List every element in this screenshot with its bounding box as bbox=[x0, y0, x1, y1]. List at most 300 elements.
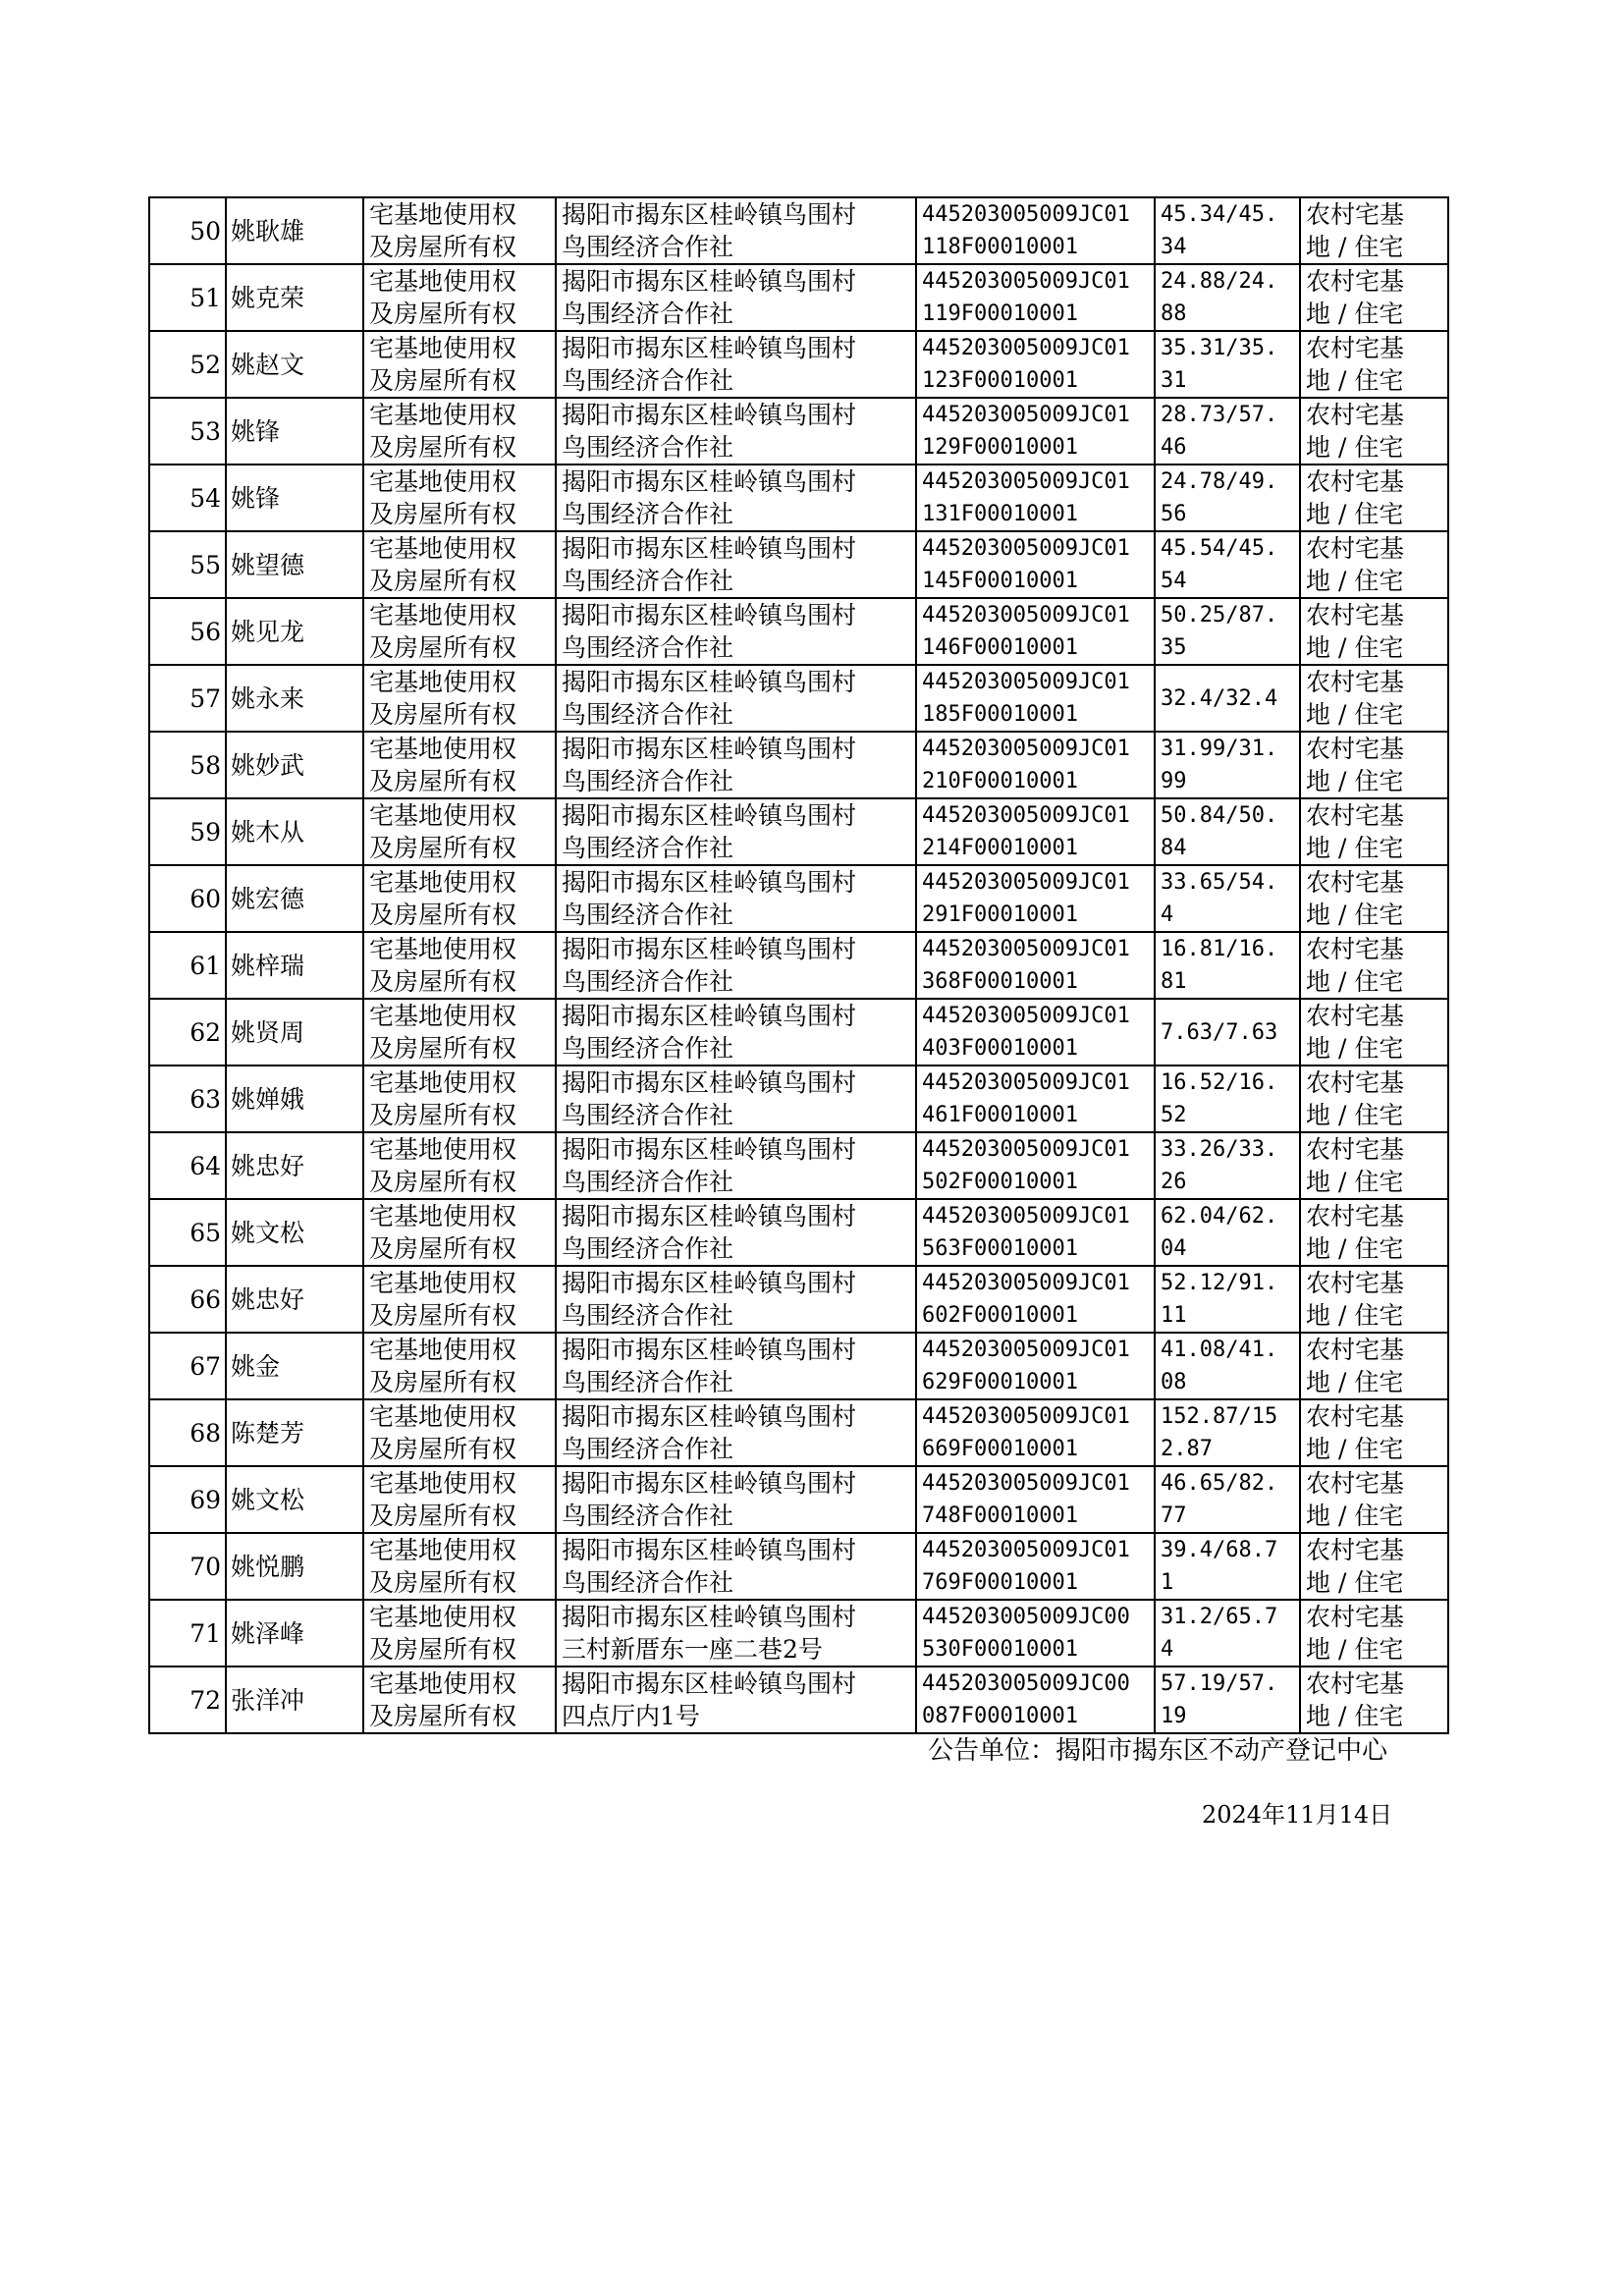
unit-number-cell bbox=[916, 1266, 1155, 1333]
area-line: 35.31/35. bbox=[1161, 336, 1278, 360]
row-number-cell: 70 bbox=[149, 1533, 226, 1600]
land-use-cell bbox=[1300, 264, 1448, 331]
area-line: 57.19/57. bbox=[1161, 1671, 1278, 1696]
right-type-line: 及房屋所有权 bbox=[369, 567, 517, 595]
land-use-line: 地 / 住宅 bbox=[1306, 1301, 1404, 1330]
area-cell bbox=[1155, 264, 1300, 331]
land-use-cell bbox=[1300, 932, 1448, 999]
right-type-line: 及房屋所有权 bbox=[369, 633, 517, 662]
unit-number-cell bbox=[916, 1466, 1155, 1533]
area-line: 31.2/65.7 bbox=[1161, 1605, 1278, 1629]
unit-number-line: 445203005009JC01 bbox=[922, 737, 1130, 761]
row-number-cell: 68 bbox=[149, 1399, 226, 1466]
area-cell bbox=[1155, 732, 1300, 798]
land-use-line: 农村宅基 bbox=[1306, 1536, 1405, 1564]
land-use-line: 地 / 住宅 bbox=[1306, 967, 1404, 996]
area-cell bbox=[1155, 398, 1300, 464]
unit-number-line: 291F00010001 bbox=[922, 902, 1078, 927]
right-type-line: 及房屋所有权 bbox=[369, 1168, 517, 1196]
land-use-line: 农村宅基 bbox=[1306, 467, 1405, 496]
row-number-cell: 51 bbox=[149, 264, 226, 331]
area-line: 77 bbox=[1161, 1503, 1187, 1528]
location-line: 揭阳市揭东区桂岭镇鸟围村 bbox=[562, 801, 857, 830]
location-cell bbox=[556, 999, 916, 1066]
right-type-cell bbox=[363, 464, 556, 531]
unit-number-cell bbox=[916, 1667, 1155, 1733]
right-type-cell bbox=[363, 732, 556, 798]
location-line: 揭阳市揭东区桂岭镇鸟围村 bbox=[562, 200, 857, 229]
area-line: 39.4/68.7 bbox=[1161, 1538, 1278, 1562]
location-line: 鸟围经济合作社 bbox=[562, 1568, 734, 1597]
right-type-cell bbox=[363, 1667, 556, 1733]
unit-number-line: 129F00010001 bbox=[922, 435, 1078, 460]
location-line: 鸟围经济合作社 bbox=[562, 834, 734, 862]
records-table bbox=[148, 196, 1449, 1734]
unit-number-line: 445203005009JC01 bbox=[922, 1070, 1130, 1095]
location-line: 鸟围经济合作社 bbox=[562, 366, 734, 395]
table-row bbox=[149, 732, 1448, 798]
area-line: 4 bbox=[1161, 1637, 1174, 1662]
location-line: 揭阳市揭东区桂岭镇鸟围村 bbox=[562, 1202, 857, 1230]
right-type-cell bbox=[363, 999, 556, 1066]
location-line: 揭阳市揭东区桂岭镇鸟围村 bbox=[562, 1002, 857, 1030]
right-type-line: 及房屋所有权 bbox=[369, 967, 517, 996]
right-type-cell bbox=[363, 1199, 556, 1266]
area-line: 11 bbox=[1161, 1303, 1187, 1328]
area-line: 08 bbox=[1161, 1370, 1187, 1394]
location-cell bbox=[556, 264, 916, 331]
table-row bbox=[149, 1199, 1448, 1266]
right-type-line: 及房屋所有权 bbox=[369, 1101, 517, 1129]
right-type-cell bbox=[363, 1333, 556, 1399]
unit-number-line: 145F00010001 bbox=[922, 569, 1078, 593]
land-use-line: 农村宅基 bbox=[1306, 1002, 1405, 1030]
area-cell bbox=[1155, 1266, 1300, 1333]
area-cell bbox=[1155, 197, 1300, 264]
unit-number-line: 119F00010001 bbox=[922, 301, 1078, 326]
land-use-cell bbox=[1300, 1533, 1448, 1600]
land-use-line: 农村宅基 bbox=[1306, 1603, 1405, 1631]
right-type-cell bbox=[363, 1399, 556, 1466]
unit-number-cell bbox=[916, 1399, 1155, 1466]
row-number-cell: 52 bbox=[149, 331, 226, 398]
holder-name-cell: 姚忠好 bbox=[226, 1266, 363, 1333]
right-type-line: 宅基地使用权 bbox=[369, 1469, 517, 1498]
holder-name-cell: 姚泽峰 bbox=[226, 1600, 363, 1667]
land-use-line: 农村宅基 bbox=[1306, 601, 1405, 629]
unit-number-cell bbox=[916, 932, 1155, 999]
right-type-line: 及房屋所有权 bbox=[369, 901, 517, 929]
area-cell bbox=[1155, 1199, 1300, 1266]
right-type-cell bbox=[363, 1466, 556, 1533]
table-row bbox=[149, 1132, 1448, 1199]
right-type-line: 及房屋所有权 bbox=[369, 1568, 517, 1597]
right-type-cell bbox=[363, 865, 556, 932]
right-type-line: 及房屋所有权 bbox=[369, 1234, 517, 1263]
land-use-line: 农村宅基 bbox=[1306, 1469, 1405, 1498]
right-type-cell bbox=[363, 531, 556, 598]
right-type-line: 宅基地使用权 bbox=[369, 1402, 517, 1431]
location-line: 鸟围经济合作社 bbox=[562, 233, 734, 261]
holder-name-cell: 姚贤周 bbox=[226, 999, 363, 1066]
location-cell bbox=[556, 331, 916, 398]
row-number-cell: 69 bbox=[149, 1466, 226, 1533]
location-cell bbox=[556, 1399, 916, 1466]
location-line: 三村新厝东一座二巷2号 bbox=[562, 1635, 823, 1664]
table-row bbox=[149, 1266, 1448, 1333]
unit-number-line: 563F00010001 bbox=[922, 1236, 1078, 1261]
unit-number-line: 118F00010001 bbox=[922, 235, 1078, 259]
location-line: 鸟围经济合作社 bbox=[562, 700, 734, 729]
table-row bbox=[149, 1066, 1448, 1132]
right-type-line: 及房屋所有权 bbox=[369, 300, 517, 328]
unit-number-line: 445203005009JC01 bbox=[922, 269, 1130, 294]
holder-name-cell: 姚见龙 bbox=[226, 598, 363, 665]
land-use-cell bbox=[1300, 398, 1448, 464]
holder-name-cell: 姚锋 bbox=[226, 464, 363, 531]
land-use-line: 农村宅基 bbox=[1306, 1269, 1405, 1297]
land-use-line: 农村宅基 bbox=[1306, 401, 1405, 429]
unit-number-line: 445203005009JC01 bbox=[922, 336, 1130, 360]
land-use-line: 地 / 住宅 bbox=[1306, 1368, 1404, 1396]
land-use-line: 地 / 住宅 bbox=[1306, 767, 1404, 795]
unit-number-line: 445203005009JC00 bbox=[922, 1605, 1130, 1629]
location-line: 鸟围经济合作社 bbox=[562, 633, 734, 662]
right-type-line: 及房屋所有权 bbox=[369, 1368, 517, 1396]
area-line: 2.87 bbox=[1161, 1437, 1213, 1461]
land-use-line: 农村宅基 bbox=[1306, 267, 1405, 296]
holder-name-cell: 姚赵文 bbox=[226, 331, 363, 398]
notice-unit: 公告单位：揭阳市揭东区不动产登记中心 bbox=[928, 1736, 1388, 1766]
table-row bbox=[149, 798, 1448, 865]
holder-name-cell: 姚悦鹏 bbox=[226, 1533, 363, 1600]
right-type-line: 及房屋所有权 bbox=[369, 366, 517, 395]
unit-number-cell bbox=[916, 331, 1155, 398]
location-line: 鸟围经济合作社 bbox=[562, 901, 734, 929]
area-cell bbox=[1155, 798, 1300, 865]
row-number-cell: 66 bbox=[149, 1266, 226, 1333]
location-line: 鸟围经济合作社 bbox=[562, 1502, 734, 1530]
location-line: 鸟围经济合作社 bbox=[562, 767, 734, 795]
land-use-line: 地 / 住宅 bbox=[1306, 300, 1404, 328]
location-cell bbox=[556, 1266, 916, 1333]
area-line: 7.63/7.63 bbox=[1161, 1019, 1278, 1045]
unit-number-line: 530F00010001 bbox=[922, 1637, 1078, 1662]
unit-number-line: 146F00010001 bbox=[922, 635, 1078, 660]
area-cell bbox=[1155, 932, 1300, 999]
right-type-line: 及房屋所有权 bbox=[369, 1435, 517, 1463]
unit-number-line: 445203005009JC01 bbox=[922, 603, 1130, 628]
area-cell bbox=[1155, 865, 1300, 932]
area-cell bbox=[1155, 598, 1300, 665]
location-cell bbox=[556, 531, 916, 598]
land-use-line: 地 / 住宅 bbox=[1306, 366, 1404, 395]
land-use-cell bbox=[1300, 598, 1448, 665]
area-line: 45.34/45. bbox=[1161, 202, 1278, 227]
unit-number-cell bbox=[916, 1600, 1155, 1667]
unit-number-line: 445203005009JC01 bbox=[922, 202, 1130, 227]
location-line: 揭阳市揭东区桂岭镇鸟围村 bbox=[562, 1669, 857, 1698]
right-type-cell bbox=[363, 1266, 556, 1333]
land-use-line: 地 / 住宅 bbox=[1306, 433, 1404, 462]
right-type-cell bbox=[363, 197, 556, 264]
land-use-line: 地 / 住宅 bbox=[1306, 901, 1404, 929]
location-line: 揭阳市揭东区桂岭镇鸟围村 bbox=[562, 868, 857, 897]
unit-number-cell bbox=[916, 1132, 1155, 1199]
unit-number-line: 461F00010001 bbox=[922, 1103, 1078, 1127]
land-use-line: 地 / 住宅 bbox=[1306, 700, 1404, 729]
table-row bbox=[149, 464, 1448, 531]
unit-number-cell bbox=[916, 1533, 1155, 1600]
unit-number-cell bbox=[916, 1199, 1155, 1266]
location-line: 鸟围经济合作社 bbox=[562, 567, 734, 595]
location-line: 揭阳市揭东区桂岭镇鸟围村 bbox=[562, 1135, 857, 1164]
area-line: 19 bbox=[1161, 1704, 1187, 1728]
right-type-line: 及房屋所有权 bbox=[369, 1635, 517, 1664]
area-cell bbox=[1155, 531, 1300, 598]
land-use-cell bbox=[1300, 1132, 1448, 1199]
area-line: 24.88/24. bbox=[1161, 269, 1278, 294]
area-line: 32.4/32.4 bbox=[1161, 685, 1278, 711]
row-number-cell: 64 bbox=[149, 1132, 226, 1199]
location-line: 揭阳市揭东区桂岭镇鸟围村 bbox=[562, 668, 857, 696]
table-row bbox=[149, 932, 1448, 999]
land-use-line: 地 / 住宅 bbox=[1306, 1034, 1404, 1063]
unit-number-cell bbox=[916, 865, 1155, 932]
right-type-line: 宅基地使用权 bbox=[369, 1135, 517, 1164]
row-number-cell: 53 bbox=[149, 398, 226, 464]
right-type-line: 宅基地使用权 bbox=[369, 467, 517, 496]
area-line: 33.65/54. bbox=[1161, 870, 1278, 895]
land-use-line: 地 / 住宅 bbox=[1306, 633, 1404, 662]
area-line: 50.25/87. bbox=[1161, 603, 1278, 628]
land-use-cell bbox=[1300, 1667, 1448, 1733]
land-use-cell bbox=[1300, 1466, 1448, 1533]
area-line: 52 bbox=[1161, 1103, 1187, 1127]
right-type-line: 宅基地使用权 bbox=[369, 267, 517, 296]
area-line: 04 bbox=[1161, 1236, 1187, 1261]
holder-name-cell: 姚木从 bbox=[226, 798, 363, 865]
table-row bbox=[149, 398, 1448, 464]
land-use-line: 地 / 住宅 bbox=[1306, 1568, 1404, 1597]
land-use-line: 农村宅基 bbox=[1306, 1068, 1405, 1097]
area-line: 46 bbox=[1161, 435, 1187, 460]
right-type-line: 宅基地使用权 bbox=[369, 1002, 517, 1030]
table-row bbox=[149, 197, 1448, 264]
unit-number-line: 123F00010001 bbox=[922, 368, 1078, 393]
right-type-line: 宅基地使用权 bbox=[369, 735, 517, 763]
right-type-line: 宅基地使用权 bbox=[369, 935, 517, 963]
table-row bbox=[149, 999, 1448, 1066]
location-line: 揭阳市揭东区桂岭镇鸟围村 bbox=[562, 401, 857, 429]
unit-number-line: 669F00010001 bbox=[922, 1437, 1078, 1461]
unit-number-line: 445203005009JC01 bbox=[922, 1471, 1130, 1496]
location-line: 四点厅内1号 bbox=[562, 1702, 700, 1730]
location-cell bbox=[556, 598, 916, 665]
unit-number-line: 769F00010001 bbox=[922, 1570, 1078, 1595]
unit-number-line: 403F00010001 bbox=[922, 1036, 1078, 1061]
land-use-cell bbox=[1300, 1600, 1448, 1667]
holder-name-cell: 姚锋 bbox=[226, 398, 363, 464]
location-cell bbox=[556, 1533, 916, 1600]
row-number-cell: 62 bbox=[149, 999, 226, 1066]
location-line: 揭阳市揭东区桂岭镇鸟围村 bbox=[562, 1536, 857, 1564]
unit-number-cell bbox=[916, 1333, 1155, 1399]
records-body bbox=[149, 197, 1448, 1733]
location-cell bbox=[556, 932, 916, 999]
area-line: 45.54/45. bbox=[1161, 536, 1278, 561]
table-row bbox=[149, 665, 1448, 732]
land-use-line: 农村宅基 bbox=[1306, 1669, 1405, 1698]
unit-number-line: 445203005009JC01 bbox=[922, 1271, 1130, 1295]
unit-number-line: 445203005009JC00 bbox=[922, 1671, 1130, 1696]
location-line: 鸟围经济合作社 bbox=[562, 1101, 734, 1129]
table-row bbox=[149, 598, 1448, 665]
location-cell bbox=[556, 1066, 916, 1132]
row-number-cell: 63 bbox=[149, 1066, 226, 1132]
table-row bbox=[149, 1667, 1448, 1733]
right-type-cell bbox=[363, 598, 556, 665]
area-line: 54 bbox=[1161, 569, 1187, 593]
unit-number-cell bbox=[916, 264, 1155, 331]
land-use-cell bbox=[1300, 1066, 1448, 1132]
right-type-line: 宅基地使用权 bbox=[369, 1536, 517, 1564]
right-type-line: 及房屋所有权 bbox=[369, 1034, 517, 1063]
location-cell bbox=[556, 732, 916, 798]
land-use-line: 地 / 住宅 bbox=[1306, 1435, 1404, 1463]
area-line: 24.78/49. bbox=[1161, 469, 1278, 494]
location-cell bbox=[556, 464, 916, 531]
unit-number-line: 445203005009JC01 bbox=[922, 536, 1130, 561]
land-use-line: 地 / 住宅 bbox=[1306, 233, 1404, 261]
area-line: 50.84/50. bbox=[1161, 803, 1278, 828]
land-use-line: 农村宅基 bbox=[1306, 1402, 1405, 1431]
holder-name-cell: 姚望德 bbox=[226, 531, 363, 598]
land-use-line: 农村宅基 bbox=[1306, 200, 1405, 229]
location-cell bbox=[556, 665, 916, 732]
location-line: 鸟围经济合作社 bbox=[562, 1435, 734, 1463]
right-type-line: 宅基地使用权 bbox=[369, 1202, 517, 1230]
right-type-cell bbox=[363, 398, 556, 464]
right-type-line: 宅基地使用权 bbox=[369, 601, 517, 629]
area-cell bbox=[1155, 1066, 1300, 1132]
right-type-line: 及房屋所有权 bbox=[369, 1502, 517, 1530]
right-type-line: 及房屋所有权 bbox=[369, 433, 517, 462]
area-cell bbox=[1155, 1333, 1300, 1399]
right-type-line: 宅基地使用权 bbox=[369, 334, 517, 362]
land-use-line: 农村宅基 bbox=[1306, 668, 1405, 696]
land-use-line: 地 / 住宅 bbox=[1306, 1702, 1404, 1730]
location-cell bbox=[556, 798, 916, 865]
holder-name-cell: 姚宏德 bbox=[226, 865, 363, 932]
unit-number-line: 502F00010001 bbox=[922, 1170, 1078, 1194]
right-type-cell bbox=[363, 331, 556, 398]
location-cell bbox=[556, 865, 916, 932]
unit-number-line: 445203005009JC01 bbox=[922, 469, 1130, 494]
unit-number-line: 445203005009JC01 bbox=[922, 803, 1130, 828]
unit-number-cell bbox=[916, 1066, 1155, 1132]
land-use-cell bbox=[1300, 865, 1448, 932]
right-type-line: 及房屋所有权 bbox=[369, 500, 517, 528]
location-line: 鸟围经济合作社 bbox=[562, 1368, 734, 1396]
unit-number-cell bbox=[916, 398, 1155, 464]
row-number-cell: 61 bbox=[149, 932, 226, 999]
location-cell bbox=[556, 1667, 916, 1733]
location-line: 揭阳市揭东区桂岭镇鸟围村 bbox=[562, 467, 857, 496]
land-use-cell bbox=[1300, 531, 1448, 598]
location-line: 鸟围经济合作社 bbox=[562, 1034, 734, 1063]
area-cell bbox=[1155, 1466, 1300, 1533]
unit-number-cell bbox=[916, 665, 1155, 732]
right-type-line: 及房屋所有权 bbox=[369, 1702, 517, 1730]
row-number-cell: 58 bbox=[149, 732, 226, 798]
location-cell bbox=[556, 398, 916, 464]
holder-name-cell: 姚忠好 bbox=[226, 1132, 363, 1199]
right-type-line: 宅基地使用权 bbox=[369, 200, 517, 229]
area-line: 152.87/15 bbox=[1161, 1404, 1278, 1429]
area-cell bbox=[1155, 665, 1300, 732]
unit-number-line: 445203005009JC01 bbox=[922, 870, 1130, 895]
unit-number-line: 214F00010001 bbox=[922, 836, 1078, 860]
unit-number-line: 087F00010001 bbox=[922, 1704, 1078, 1728]
unit-number-cell bbox=[916, 464, 1155, 531]
area-line: 26 bbox=[1161, 1170, 1187, 1194]
location-line: 揭阳市揭东区桂岭镇鸟围村 bbox=[562, 267, 857, 296]
area-line: 84 bbox=[1161, 836, 1187, 860]
area-line: 16.52/16. bbox=[1161, 1070, 1278, 1095]
unit-number-line: 445203005009JC01 bbox=[922, 1538, 1130, 1562]
area-cell bbox=[1155, 999, 1300, 1066]
holder-name-cell: 陈楚芳 bbox=[226, 1399, 363, 1466]
land-use-line: 地 / 住宅 bbox=[1306, 1502, 1404, 1530]
location-cell bbox=[556, 1466, 916, 1533]
unit-number-cell bbox=[916, 732, 1155, 798]
right-type-line: 宅基地使用权 bbox=[369, 1336, 517, 1364]
right-type-cell bbox=[363, 1600, 556, 1667]
land-use-cell bbox=[1300, 665, 1448, 732]
area-line: 41.08/41. bbox=[1161, 1338, 1278, 1362]
location-cell bbox=[556, 1600, 916, 1667]
notice-date: 2024年11月14日 bbox=[1202, 1801, 1393, 1829]
right-type-cell bbox=[363, 1533, 556, 1600]
unit-number-line: 602F00010001 bbox=[922, 1303, 1078, 1328]
area-line: 1 bbox=[1161, 1570, 1174, 1595]
location-line: 鸟围经济合作社 bbox=[562, 1234, 734, 1263]
area-line: 31.99/31. bbox=[1161, 737, 1278, 761]
land-use-line: 地 / 住宅 bbox=[1306, 567, 1404, 595]
unit-number-line: 445203005009JC01 bbox=[922, 1338, 1130, 1362]
holder-name-cell: 姚克荣 bbox=[226, 264, 363, 331]
right-type-cell bbox=[363, 932, 556, 999]
area-line: 56 bbox=[1161, 502, 1187, 526]
area-line: 46.65/82. bbox=[1161, 1471, 1278, 1496]
right-type-line: 宅基地使用权 bbox=[369, 1068, 517, 1097]
row-number-cell: 67 bbox=[149, 1333, 226, 1399]
location-line: 揭阳市揭东区桂岭镇鸟围村 bbox=[562, 601, 857, 629]
land-use-line: 地 / 住宅 bbox=[1306, 1168, 1404, 1196]
land-use-line: 地 / 住宅 bbox=[1306, 500, 1404, 528]
location-line: 揭阳市揭东区桂岭镇鸟围村 bbox=[562, 1603, 857, 1631]
right-type-line: 宅基地使用权 bbox=[369, 1269, 517, 1297]
location-line: 揭阳市揭东区桂岭镇鸟围村 bbox=[562, 935, 857, 963]
location-line: 揭阳市揭东区桂岭镇鸟围村 bbox=[562, 1068, 857, 1097]
unit-number-line: 210F00010001 bbox=[922, 769, 1078, 793]
unit-number-line: 445203005009JC01 bbox=[922, 1204, 1130, 1229]
location-line: 揭阳市揭东区桂岭镇鸟围村 bbox=[562, 1336, 857, 1364]
right-type-cell bbox=[363, 1132, 556, 1199]
land-use-cell bbox=[1300, 1266, 1448, 1333]
land-use-cell bbox=[1300, 999, 1448, 1066]
